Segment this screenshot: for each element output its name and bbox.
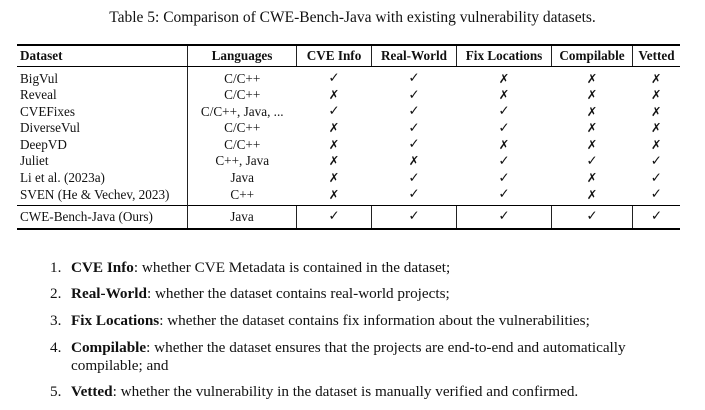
fix-locations-cell [457,67,552,87]
cross-mark-icon: ✗ [328,120,340,136]
vetted-cell [633,120,681,137]
cross-mark-icon: ✗ [651,120,662,136]
table-row [17,87,680,104]
ours-row [17,205,680,229]
check-mark-icon: ✓ [498,119,510,136]
dataset-languages: C++, Java [215,153,270,169]
compilable-cell [552,170,633,187]
real-world-cell [372,120,457,137]
cve-info-cell [297,170,372,187]
cross-mark-icon: ✗ [328,136,340,152]
definition-number: 1. [50,259,62,276]
compilable-cell [552,186,633,205]
ours-real-world-cell [372,205,457,229]
dataset-name: Juliet [17,153,188,170]
cve-info-cell [297,136,372,153]
table-row [17,67,680,87]
cross-mark-icon: ✗ [586,136,598,152]
real-world-cell [372,186,457,205]
cross-mark-icon: ✗ [651,70,662,86]
ours-vetted-cell [633,205,681,229]
dataset-languages: C/C++ [224,70,261,86]
cross-mark-icon: ✗ [498,136,510,152]
column-header-real-world: Real-World [372,45,457,67]
cve-info-cell [297,67,372,87]
dataset-name: Reveal [17,87,188,104]
check-mark-icon: ✓ [328,70,340,86]
vetted-cell [633,186,681,205]
dataset-name: Li et al. (2023a) [17,170,188,187]
check-mark-icon: ✓ [408,186,420,203]
table-header-row [17,45,680,67]
compilable-cell [552,120,633,137]
dataset-name: BigVul [17,67,188,87]
vetted-cell [633,170,681,187]
real-world-cell [372,87,457,104]
cross-mark-icon: ✗ [328,186,340,202]
column-header-vetted: Vetted [633,45,681,67]
fix-locations-cell [457,120,552,137]
cross-mark-icon: ✗ [651,103,662,119]
cross-mark-icon: ✗ [651,87,662,103]
dataset-languages: C/C++ [224,136,261,152]
definition-text: : whether the dataset contains real-world projects; [146,285,450,302]
definition-text: : whether the dataset ensures that the projects are end-to-end and automatically compilable; and [71,339,626,374]
column-header-cve-info: CVE Info [297,45,372,67]
check-mark-icon: ✓ [408,169,420,186]
definition-text: : whether the dataset contains fix information about the vulnerabilities; [159,312,590,329]
vetted-cell [633,67,681,87]
cross-mark-icon: ✗ [651,136,662,152]
definition-term: Fix Locations [71,312,160,329]
real-world-cell [372,170,457,187]
table-row [17,170,680,187]
check-mark-icon: ✓ [498,103,510,120]
fix-locations-cell [457,170,552,187]
ours-fix-locations-cell [457,205,552,229]
check-mark-icon: ✓ [650,186,662,203]
ours-languages: Java [188,205,297,229]
fix-locations-cell [457,136,552,153]
column-header-dataset: Dataset [17,45,188,67]
ours-cve-info-cell [297,205,372,229]
check-mark-icon: ✓ [328,103,340,120]
dataset-name: DiverseVul [17,120,188,137]
fix-locations-cell [457,186,552,205]
definition-text: : whether the vulnerability in the dataset is manually verified and confirmed. [112,383,579,400]
table-body [17,67,680,206]
table-row [17,103,680,120]
check-mark-icon: ✓ [408,119,420,136]
comparison-table [17,44,680,230]
cross-mark-icon: ✗ [408,153,420,169]
column-header-languages: Languages [188,45,297,67]
compilable-cell [552,67,633,87]
check-mark-icon: ✓ [408,103,420,120]
dataset-languages: C++ [230,186,255,202]
vetted-cell [633,153,681,170]
dataset-languages: Java [230,170,254,186]
definition-number: 4. [50,339,62,356]
vetted-cell [633,103,681,120]
real-world-cell [372,153,457,170]
compilable-cell [552,136,633,153]
cve-info-cell [297,153,372,170]
real-world-cell [372,103,457,120]
definition-term: Compilable [71,339,147,356]
dataset-name: DeepVD [17,136,188,153]
real-world-cell [372,136,457,153]
check-mark-icon: ✓ [408,136,420,153]
check-mark-icon: ✓ [408,70,420,86]
definition-term: CVE Info [71,259,134,276]
real-world-cell [372,67,457,87]
dataset-name: SVEN (He & Vechev, 2023) [17,186,188,205]
vetted-cell [633,136,681,153]
dataset-languages: C/C++ [224,120,261,136]
check-mark-icon: ✓ [498,208,510,225]
cross-mark-icon: ✗ [586,120,598,136]
dataset-languages: C/C++, Java, ... [200,103,284,119]
dataset-languages: C/C++ [224,87,261,103]
check-mark-icon: ✓ [586,152,598,169]
cross-mark-icon: ✗ [328,87,340,103]
check-mark-icon: ✓ [498,152,510,169]
definition-number: 2. [50,285,62,302]
compilable-cell [552,103,633,120]
vetted-cell [633,87,681,104]
check-mark-icon: ✓ [498,186,510,203]
check-mark-icon: ✓ [408,86,420,103]
check-mark-icon: ✓ [408,208,420,225]
cross-mark-icon: ✗ [586,170,598,186]
cross-mark-icon: ✗ [586,103,598,119]
definition-number: 5. [50,383,62,400]
dataset-name: CVEFixes [17,103,188,120]
check-mark-icon: ✓ [650,169,662,186]
cross-mark-icon: ✗ [328,170,340,186]
cve-info-cell [297,120,372,137]
table-row [17,136,680,153]
cve-info-cell [297,186,372,205]
column-header-fix-locations: Fix Locations [457,45,552,67]
cross-mark-icon: ✗ [586,186,598,202]
table-row [17,186,680,205]
ours-dataset-name: CWE-Bench-Java (Ours) [17,205,188,229]
cross-mark-icon: ✗ [328,153,340,169]
table-row [17,120,680,137]
cross-mark-icon: ✗ [586,70,598,86]
definition-number: 3. [50,312,62,329]
check-mark-icon: ✓ [650,152,662,169]
check-mark-icon: ✓ [650,208,663,225]
check-mark-icon: ✓ [328,208,340,225]
table-row [17,153,680,170]
ours-compilable-cell [552,205,633,229]
compilable-cell [552,153,633,170]
table-caption: Table 5: Comparison of CWE-Bench-Java with existing vulnerability datasets. [109,9,596,26]
definition-term: Real-World [71,285,147,302]
cross-mark-icon: ✗ [586,87,598,103]
column-header-compilable: Compilable [552,45,633,67]
definition-text: : whether CVE Metadata is contained in the dataset; [133,259,451,276]
cross-mark-icon: ✗ [498,70,510,86]
check-mark-icon: ✓ [586,208,598,225]
compilable-cell [552,87,633,104]
cross-mark-icon: ✗ [498,87,510,103]
check-mark-icon: ✓ [498,169,510,186]
cve-info-cell [297,103,372,120]
fix-locations-cell [457,153,552,170]
definition-term: Vetted [71,383,113,400]
fix-locations-cell [457,103,552,120]
fix-locations-cell [457,87,552,104]
cve-info-cell [297,87,372,104]
